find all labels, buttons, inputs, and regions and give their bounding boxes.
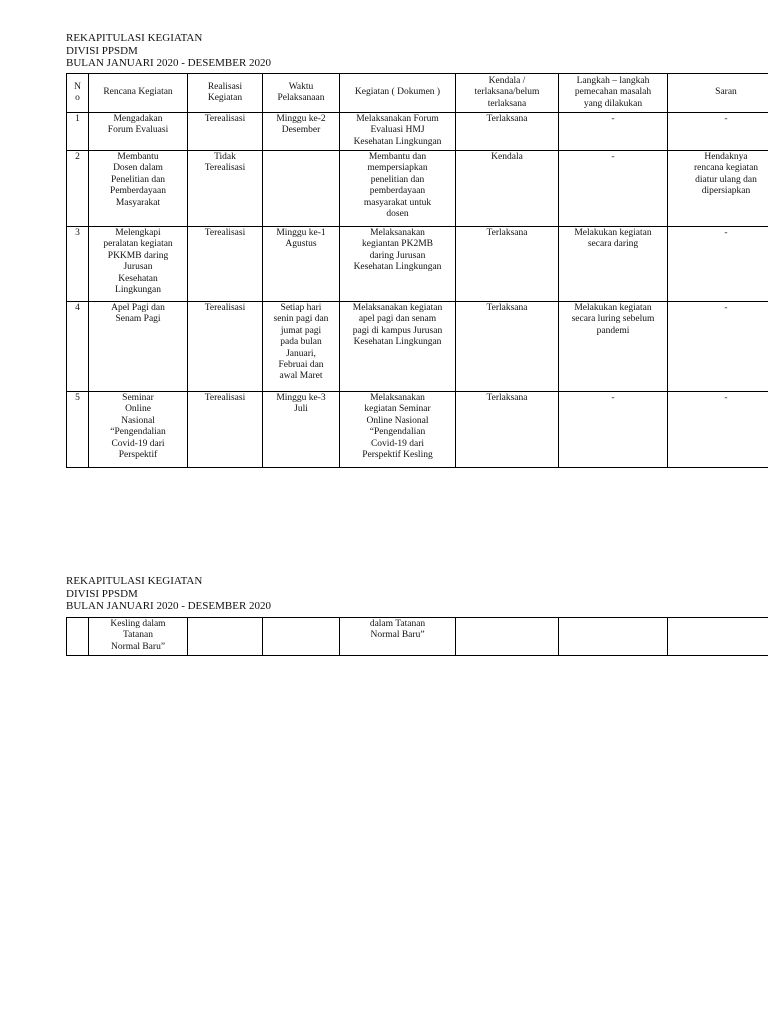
cell-saran: - [668, 227, 768, 302]
cell-realisasi: Terealisasi [188, 227, 263, 302]
cell-rencana: Apel Pagi dan Senam Pagi [89, 302, 188, 392]
table-header-row [67, 74, 768, 113]
cell-dokumen: Melaksanakan Forum Evaluasi HMJ Kesehatan Lingkungan [340, 113, 456, 151]
cell-dokumen: Membantu dan mempersiapkan penelitian dan pemberdayaan masyarakat untuk dosen [340, 151, 456, 227]
table-row [67, 151, 768, 227]
cell-rencana: Membantu Dosen dalam Penelitian dan Pemberdayaan Masyarakat [89, 151, 188, 227]
cell-dokumen: Melaksanakan kegiatan Seminar Online Nasional “Pengendalian Covid-19 dari Perspektif Kesling [340, 392, 456, 468]
column-header-saran: Saran [668, 74, 768, 113]
cell-dokumen: Melaksanakan kegiantan PK2MB daring Jurusan Kesehatan Lingkungan [340, 227, 456, 302]
column-header-kendala: Kendala / terlaksana/belum terlaksana [456, 74, 559, 113]
report-title: REKAPITULASI KEGIATAN [66, 32, 203, 44]
cell-waktu [263, 151, 340, 227]
table-row [67, 618, 768, 656]
activity-table [66, 73, 768, 468]
cell-dokumen: Melaksanakan kegiatan apel pagi dan senam pagi di kampus Jurusan Kesehatan Lingkungan [340, 302, 456, 392]
cell-kendala [456, 618, 559, 656]
page-2-header [66, 575, 271, 613]
cell-waktu [263, 618, 340, 656]
table-row [67, 392, 768, 468]
column-header-dokumen: Kegiatan ( Dokumen ) [340, 74, 456, 113]
period: BULAN JANUARI 2020 - DESEMBER 2020 [66, 600, 272, 612]
division-name: DIVISI PPSDM [66, 44, 138, 57]
cell-no: 4 [67, 302, 89, 392]
cell-no: 3 [67, 227, 89, 302]
cell-realisasi: Terealisasi [188, 302, 263, 392]
cell-waktu: Minggu ke-2 Desember [263, 113, 340, 151]
table-row [67, 227, 768, 302]
cell-realisasi: Terealisasi [188, 392, 263, 468]
continuation-table [66, 617, 768, 656]
cell-dokumen: dalam Tatanan Normal Baru” [340, 618, 456, 656]
cell-waktu: Setiap hari senin pagi dan jumat pagi pada bulan Januari, Februai dan awal Maret [263, 302, 340, 392]
column-header-langkah: Langkah – langkah pemecahan masalah yang dilakukan [559, 74, 668, 113]
table-row [67, 302, 768, 392]
column-header-rencana: Rencana Kegiatan [89, 74, 188, 113]
cell-langkah: - [559, 151, 668, 227]
cell-langkah: - [559, 113, 668, 151]
cell-saran: - [668, 302, 768, 392]
cell-langkah: Melakukan kegiatan secara daring [559, 227, 668, 302]
cell-langkah [559, 618, 668, 656]
cell-langkah: Melakukan kegiatan secara luring sebelum pandemi [559, 302, 668, 392]
cell-langkah: - [559, 392, 668, 468]
cell-no [67, 618, 89, 656]
cell-saran: Hendaknya rencana kegiatan diatur ulang dan dipersiapkan [668, 151, 768, 227]
cell-rencana: Mengadakan Forum Evaluasi [89, 113, 188, 151]
cell-saran: - [668, 113, 768, 151]
cell-kendala: Terlaksana [456, 113, 559, 151]
report-title: REKAPITULASI KEGIATAN [66, 575, 203, 587]
cell-rencana: Kesling dalam Tatanan Normal Baru” [89, 618, 188, 656]
cell-kendala: Terlaksana [456, 392, 559, 468]
cell-no: 5 [67, 392, 89, 468]
cell-saran: - [668, 392, 768, 468]
cell-rencana: Seminar Online Nasional “Pengendalian Covid-19 dari Perspektif [89, 392, 188, 468]
cell-waktu: Minggu ke-1 Agustus [263, 227, 340, 302]
column-header-realisasi: Realisasi Kegiatan [188, 74, 263, 113]
division-name: DIVISI PPSDM [66, 587, 138, 600]
cell-kendala: Terlaksana [456, 302, 559, 392]
table-row [67, 113, 768, 151]
cell-no: 2 [67, 151, 89, 227]
cell-realisasi: Tidak Terealisasi [188, 151, 263, 227]
period: BULAN JANUARI 2020 - DESEMBER 2020 [66, 57, 272, 69]
cell-saran [668, 618, 768, 656]
cell-realisasi [188, 618, 263, 656]
cell-realisasi: Terealisasi [188, 113, 263, 151]
cell-no: 1 [67, 113, 89, 151]
cell-rencana: Melengkapi peralatan kegiatan PKKMB daring Jurusan Kesehatan Lingkungan [89, 227, 188, 302]
column-header-no: N o [67, 74, 89, 113]
cell-kendala: Kendala [456, 151, 559, 227]
page-header [66, 32, 271, 70]
cell-waktu: Minggu ke-3 Juli [263, 392, 340, 468]
column-header-waktu: Waktu Pelaksanaan [263, 74, 340, 113]
cell-kendala: Terlaksana [456, 227, 559, 302]
